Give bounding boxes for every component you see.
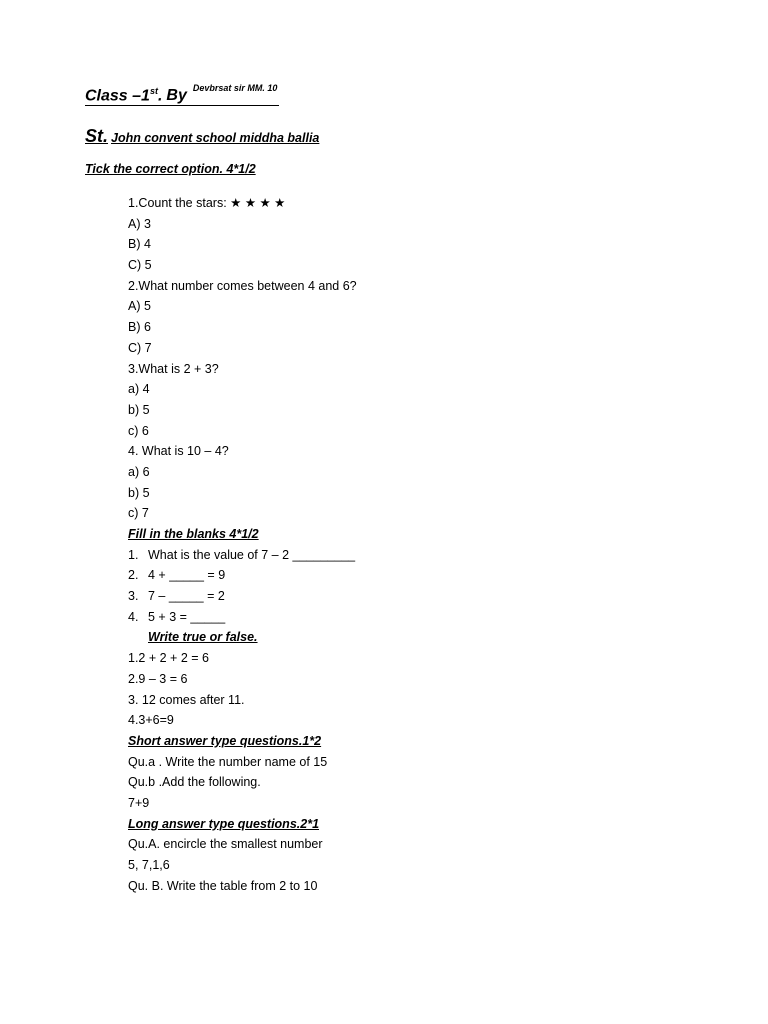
- section-heading-long-answer: Long answer type questions.2*1: [128, 816, 320, 831]
- option: A) 5: [128, 299, 151, 314]
- section-heading-tick: Tick the correct option. 4*1/2: [85, 162, 256, 176]
- option: b) 5: [128, 402, 150, 417]
- section-heading-true-false: Write true or false.: [148, 630, 258, 645]
- short-answer-item: Qu.a . Write the number name of 15: [128, 754, 328, 769]
- blank-item: 2. 4 + _____ = 9: [128, 568, 226, 583]
- option: B) 4: [128, 237, 151, 252]
- blank-item: 1. What is the value of 7 – 2 _________: [128, 547, 356, 562]
- school-name-line: [85, 126, 319, 147]
- section-heading-fill-blanks: Fill in the blanks 4*1/2: [128, 527, 259, 541]
- true-false-item: 4.3+6=9: [128, 713, 174, 728]
- author-marks: Devbrsat sir MM. 10: [192, 83, 278, 94]
- section-heading-short-answer: Short answer type questions.1*2: [128, 733, 322, 748]
- true-false-item: 1.2 + 2 + 2 = 6: [128, 651, 209, 666]
- blank-item: 4. 5 + 3 = _____: [128, 609, 226, 624]
- option: C) 5: [128, 258, 152, 273]
- question-4: 4. What is 10 – 4?: [128, 444, 229, 459]
- school-name: John convent school middha ballia: [111, 131, 320, 145]
- by-label: By: [166, 87, 187, 105]
- school-prefix: St.: [85, 126, 109, 146]
- option: B) 6: [128, 320, 151, 335]
- option: a) 4: [128, 382, 150, 397]
- option: b) 5: [128, 485, 150, 500]
- questions-body: [128, 193, 357, 896]
- option: c) 7: [128, 506, 149, 521]
- long-answer-item: Qu. B. Write the table from 2 to 10: [128, 878, 318, 893]
- blank-item: 3. 7 – _____ = 2: [128, 589, 225, 604]
- true-false-item: 3. 12 comes after 11.: [128, 692, 245, 707]
- question-3: 3.What is 2 + 3?: [128, 361, 219, 376]
- option: A) 3: [128, 216, 151, 231]
- option: C) 7: [128, 340, 152, 355]
- question-2: 2.What number comes between 4 and 6?: [128, 278, 357, 293]
- true-false-item: 2.9 – 3 = 6: [128, 671, 188, 686]
- long-answer-item: Qu.A. encircle the smallest number: [128, 837, 323, 852]
- short-answer-item: 7+9: [128, 795, 150, 810]
- title-line: [85, 83, 279, 106]
- short-answer-item: Qu.b .Add the following.: [128, 775, 261, 790]
- class-label: Class –1st.: [85, 86, 163, 105]
- option: c) 6: [128, 423, 149, 438]
- option: a) 6: [128, 464, 150, 479]
- question-1: 1.Count the stars: ★ ★ ★ ★: [128, 196, 286, 210]
- long-answer-item: 5, 7,1,6: [128, 858, 170, 872]
